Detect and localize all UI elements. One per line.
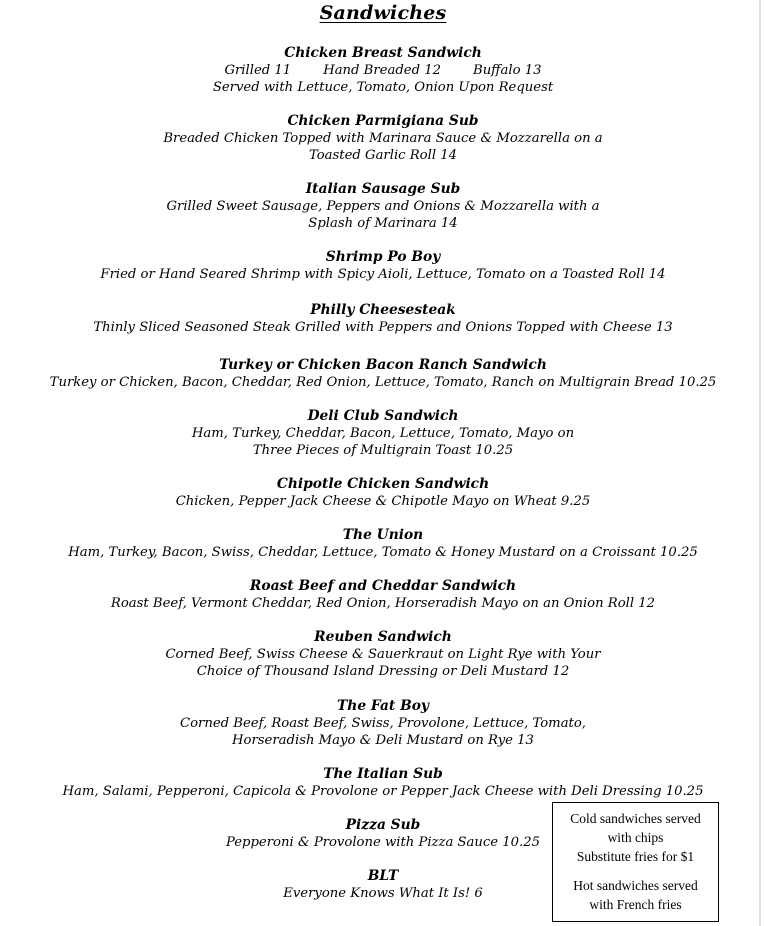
item-description: Breaded Chicken Topped with Marinara Sauce & Mozzarella on a: [163, 131, 603, 146]
item-description: Ham, Turkey, Bacon, Swiss, Cheddar, Lettuce, Tomato & Honey Mustard on a Croissant 10.25: [68, 545, 698, 560]
menu-item-reuben-sandwich: [0, 629, 766, 680]
menu-item-italian-sausage-sub: [0, 181, 766, 232]
menu-item-deli-club-sandwich: [0, 408, 766, 459]
menu-item-the-italian-sub: [0, 766, 766, 800]
sides-note-box: [552, 802, 719, 922]
item-name: The Union: [342, 527, 424, 543]
menu-item-philly-cheesesteak: [0, 302, 766, 336]
price-options: [0, 62, 766, 79]
menu-item-chicken-parmigiana-sub: [0, 113, 766, 164]
item-description: Everyone Knows What It Is! 6: [283, 886, 483, 901]
item-description: Thinly Sliced Seasoned Steak Grilled with Peppers and Onions Topped with Cheese 13: [93, 320, 673, 335]
item-name: Turkey or Chicken Bacon Ranch Sandwich: [219, 357, 547, 373]
menu-item-roast-beef-cheddar: [0, 578, 766, 612]
item-name: Deli Club Sandwich: [307, 408, 459, 424]
cold-note-line: with chips: [607, 830, 664, 845]
item-description: Choice of Thousand Island Dressing or Deli Mustard 12: [196, 664, 570, 679]
menu-item-the-union: [0, 527, 766, 561]
item-name: Pizza Sub: [345, 817, 421, 833]
price-option: Hand Breaded 12: [323, 63, 441, 78]
item-name: Shrimp Po Boy: [325, 249, 441, 265]
hot-note-line: Hot sandwiches served: [573, 878, 698, 893]
item-description: Corned Beef, Swiss Cheese & Sauerkraut on Light Rye with Your: [165, 647, 601, 662]
page-title: Sandwiches: [319, 2, 447, 24]
item-description: Splash of Marinara 14: [308, 216, 458, 231]
item-description: Toasted Garlic Roll 14: [308, 148, 458, 163]
item-description: Chicken, Pepper Jack Cheese & Chipotle Mayo on Wheat 9.25: [175, 494, 591, 509]
item-description: Pepperoni & Provolone with Pizza Sauce 10.25: [225, 835, 541, 850]
item-name: Roast Beef and Cheddar Sandwich: [249, 578, 517, 594]
item-description: Turkey or Chicken, Bacon, Cheddar, Red Onion, Lettuce, Tomato, Ranch on Multigrain Bread 10.25: [49, 375, 717, 390]
item-name: Italian Sausage Sub: [305, 181, 461, 197]
item-description: Horseradish Mayo & Deli Mustard on Rye 13: [232, 733, 534, 748]
menu-item-turkey-chicken-bacon-ranch: [0, 357, 766, 391]
item-description: Three Pieces of Multigrain Toast 10.25: [252, 443, 514, 458]
item-name: Philly Cheesesteak: [310, 302, 456, 318]
price-option: Buffalo 13: [473, 63, 542, 78]
item-description: Corned Beef, Roast Beef, Swiss, Provolone, Lettuce, Tomato,: [180, 716, 586, 731]
item-description: Served with Lettuce, Tomato, Onion Upon Request: [212, 80, 554, 95]
item-name: Chicken Breast Sandwich: [284, 45, 482, 61]
item-description: Grilled Sweet Sausage, Peppers and Onions & Mozzarella with a: [166, 199, 600, 214]
item-description: Ham, Turkey, Cheddar, Bacon, Lettuce, Tomato, Mayo on: [191, 426, 575, 441]
menu-item-the-fat-boy: [0, 698, 766, 749]
cold-note-line: Substitute fries for $1: [576, 849, 695, 864]
hot-note-line: with French fries: [589, 897, 682, 912]
note-spacer: [553, 866, 718, 876]
item-name: Chicken Parmigiana Sub: [287, 113, 479, 129]
item-name: The Fat Boy: [337, 698, 429, 714]
item-name: Chipotle Chicken Sandwich: [276, 476, 490, 492]
item-description: Ham, Salami, Pepperoni, Capicola & Provolone or Pepper Jack Cheese with Deli Dressing 10.25: [62, 784, 704, 799]
item-description: Fried or Hand Seared Shrimp with Spicy Aioli, Lettuce, Tomato on a Toasted Roll 14: [100, 267, 666, 282]
item-name: BLT: [367, 868, 399, 884]
price-option: Grilled 11: [224, 63, 292, 78]
menu-item-shrimp-po-boy: [0, 249, 766, 283]
item-name: Reuben Sandwich: [314, 629, 452, 645]
item-description: Roast Beef, Vermont Cheddar, Red Onion, Horseradish Mayo on an Onion Roll 12: [110, 596, 656, 611]
item-name: The Italian Sub: [323, 766, 443, 782]
cold-note-line: Cold sandwiches served: [570, 811, 701, 826]
menu-item-chicken-breast-sandwich: [0, 45, 766, 96]
menu-item-chipotle-chicken-sandwich: [0, 476, 766, 510]
